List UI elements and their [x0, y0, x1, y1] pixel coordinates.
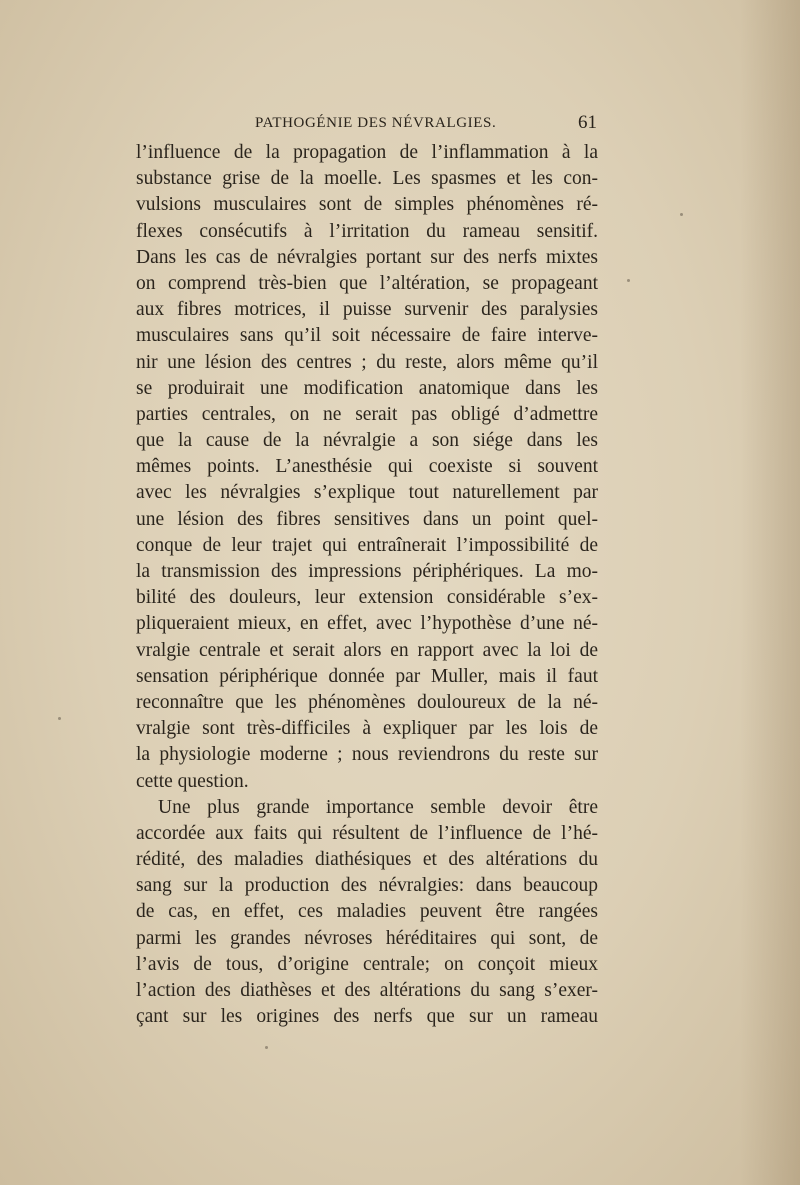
text-line: de cas, en effet, ces maladies peuvent être rangées: [136, 901, 598, 923]
text-line: l’influence de la propagation de l’inflammation à la: [136, 142, 598, 163]
running-head: [137, 112, 597, 138]
text-line: parmi les grandes névroses héréditaires qui sont, de: [136, 927, 598, 949]
text-line: pliqueraient mieux, en effet, avec l’hypothèse d’une né-: [136, 613, 598, 635]
page-number: 61: [578, 112, 597, 133]
text-line: on comprend très-bien que l’altération, se propageant: [136, 272, 598, 294]
text-line: parties centrales, on ne serait pas obligé d’admettre: [136, 403, 598, 425]
text-line-paragraph-start: Une plus grande importance semble devoir être: [158, 796, 598, 818]
text-line: conque de leur trajet qui entraînerait l’impossibilité de: [136, 534, 598, 556]
text-line: çant sur les origines des nerfs que sur un rameau: [136, 1006, 598, 1028]
text-line: sensation périphérique donnée par Muller, mais il faut: [136, 665, 598, 687]
text-line: bilité des douleurs, leur extension considérable s’ex-: [136, 587, 598, 609]
text-line: flexes consécutifs à l’irritation du rameau sensitif.: [136, 220, 598, 242]
text-line: aux fibres motrices, il puisse survenir des paralysies: [136, 299, 598, 321]
text-line: que la cause de la névralgie a son siége dans les: [136, 430, 598, 452]
text-line: avec les névralgies s’explique tout naturellement par: [136, 482, 598, 504]
text-line: cette question.: [136, 770, 249, 792]
text-line: l’avis de tous, d’origine centrale; on conçoit mieux: [136, 953, 598, 975]
text-line: Dans les cas de névralgies portant sur des nerfs mixtes: [136, 246, 598, 268]
paper-speck: [627, 279, 630, 282]
text-line: reconnaître que les phénomènes douloureux de la né-: [136, 691, 598, 713]
page-edge-shadow: [740, 0, 800, 1185]
text-line: musculaires sans qu’il soit nécessaire de faire interve-: [136, 325, 598, 347]
text-line: se produirait une modification anatomique dans les: [136, 377, 598, 399]
text-line: la transmission des impressions périphériques. La mo-: [136, 561, 598, 582]
paper-speck: [265, 1046, 268, 1049]
text-line: rédité, des maladies diathésiques et des altérations du: [136, 849, 598, 871]
text-line: accordée aux faits qui résultent de l’influence de l’hé-: [136, 822, 598, 844]
paper-speck: [680, 213, 683, 216]
text-line: sang sur la production des névralgies: dans beaucoup: [136, 875, 598, 897]
text-line: vralgie sont très-difficiles à expliquer par les lois de: [136, 718, 598, 740]
text-line: mêmes points. L’anesthésie qui coexiste si souvent: [136, 456, 598, 478]
text-line: une lésion des fibres sensitives dans un point quel-: [136, 508, 598, 530]
text-line: vralgie centrale et serait alors en rapport avec la loi de: [136, 639, 598, 661]
text-line: nir une lésion des centres ; du reste, alors même qu’il: [136, 351, 598, 373]
text-line: l’action des diathèses et des altérations du sang s’exer-: [136, 980, 598, 1001]
running-head-title: PATHOGÉNIE DES NÉVRALGIES.: [255, 115, 497, 131]
text-line: substance grise de la moelle. Les spasmes et les con-: [136, 168, 598, 190]
text-line: la physiologie moderne ; nous reviendrons du reste sur: [136, 744, 598, 766]
paper-speck: [58, 717, 61, 720]
body-text: [136, 140, 598, 1030]
text-line: vulsions musculaires sont de simples phénomènes ré-: [136, 194, 598, 216]
